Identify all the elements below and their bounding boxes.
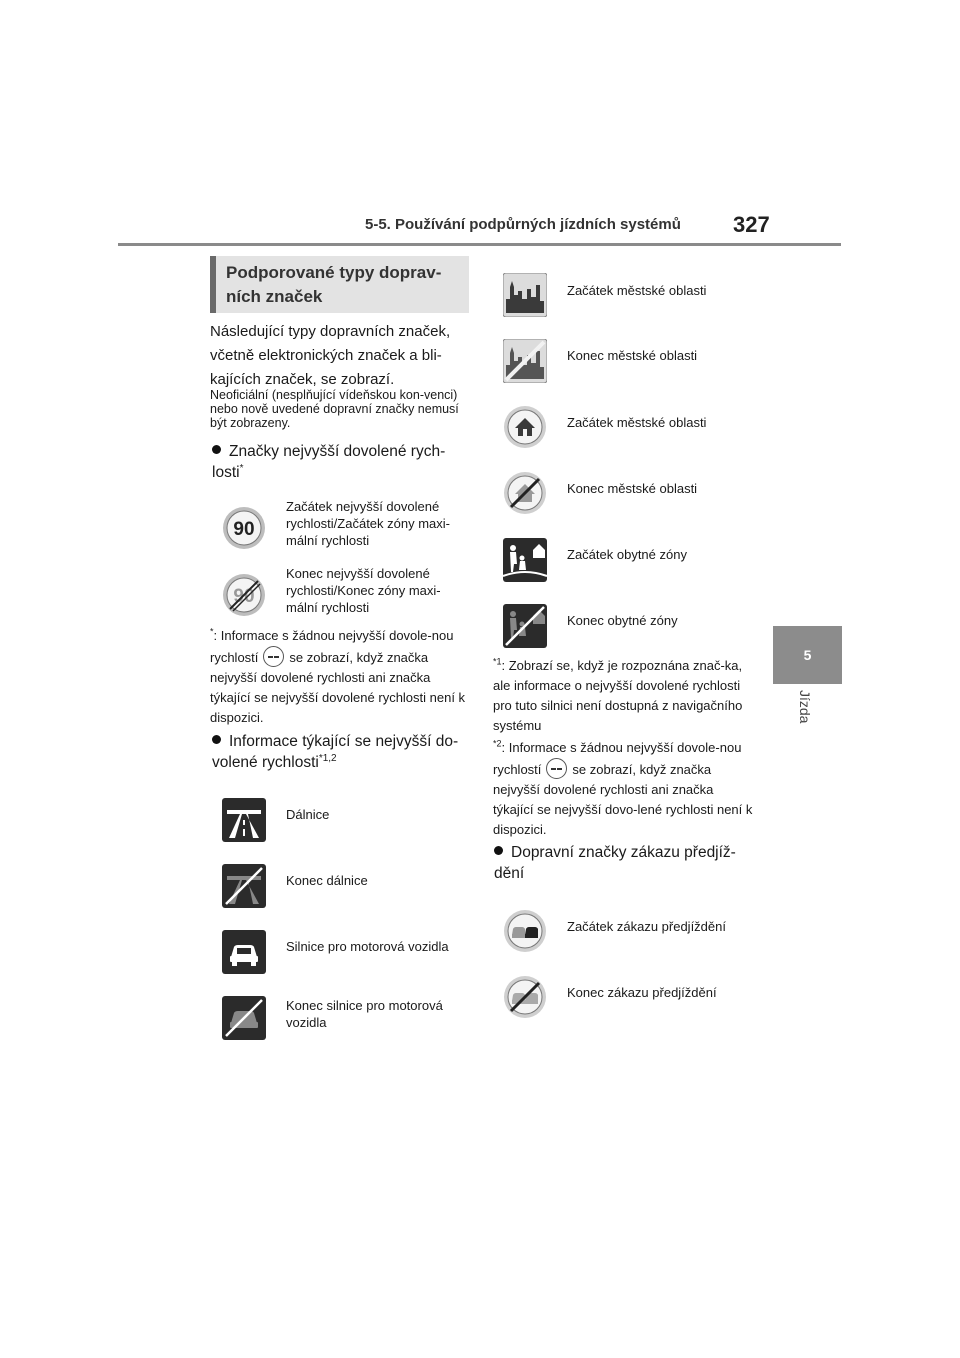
residential-zone-start-icon — [503, 538, 547, 582]
sign-caption: Začátek nejvyšší dovolené rychlosti/Začátek zóny maxi-mální rychlosti — [286, 499, 450, 548]
chapter-tab — [773, 626, 842, 684]
end-motorway-icon — [222, 864, 266, 908]
sign-caption: Konec obytné zóny — [567, 613, 678, 628]
end-speed-limit-90-icon — [222, 573, 266, 617]
motorway-icon — [222, 798, 266, 842]
sign-caption: Konec dálnice — [286, 873, 368, 888]
footnote-mark: * — [210, 626, 214, 637]
bullet-no-overtaking — [494, 842, 756, 884]
urban-area-start-icon — [503, 405, 547, 449]
page-number: 327 — [733, 212, 770, 237]
bullet-speed-info — [212, 731, 474, 773]
footnote-speed-limit — [210, 626, 472, 728]
footnote-text-end: se zobrazí, když značka nejvyšší dovolené rychlosti ani značka týkající se nejvyšší dovo-lené rychlosti není k dispozici. — [493, 762, 753, 837]
no-overtaking-start-icon — [503, 909, 547, 953]
bullet-text: Dopravní značky zákazu předjíž-dění — [494, 844, 736, 882]
no-overtaking-end-icon — [503, 975, 547, 1019]
no-limit-icon — [546, 758, 567, 779]
sign-caption: Začátek obytné zóny — [567, 547, 687, 562]
section-heading: Podporované typy doprav-ních značek — [226, 263, 442, 306]
footnote-text: : Zobrazí se, když je rozpoznána znač-ka, ale informace o nejvyšší dovolené rychlosti pro tuto silnici není dostupná z navigačního systému — [493, 658, 743, 733]
city-start-icon — [503, 273, 547, 317]
bullet-dot — [212, 445, 221, 454]
footnote-mark: *2 — [493, 738, 502, 749]
running-header: 5-5. Používání podpůrných jízdních systémů — [365, 216, 681, 233]
footnote-text-end: se zobrazí, když značka nejvyšší dovolené rychlosti ani značka týkající se nejvyšší dovolené rychlosti není k dispozici. — [210, 650, 466, 725]
bullet-text: Značky nejvyšší dovolené rych-losti — [212, 443, 446, 481]
sign-caption: Konec zákazu předjíždění — [567, 985, 717, 1000]
sign-caption: Začátek městské oblasti — [567, 283, 707, 298]
section-heading-bar — [210, 256, 216, 313]
intro-paragraph: Následující typy dopravních značek, včetně elektronických značek a bli-kajících značek, se zobrazí. — [210, 323, 451, 388]
footnote-text-start: : Informace s žádnou nejvyšší dovole-nou rychlostí — [210, 628, 454, 665]
note-paragraph: Neoficiální (nesplňující vídeňskou kon-venci) nebo nově uvedené dopravní značky nemusí být zobrazeny. — [210, 388, 459, 430]
footnote-1 — [493, 656, 755, 736]
end-expressway-icon — [222, 996, 266, 1040]
chapter-label: Jízda — [797, 690, 813, 724]
city-end-icon — [503, 339, 547, 383]
footnote-text-start: : Informace s žádnou nejvyšší dovole-nou rychlostí — [493, 740, 742, 777]
sign-caption: Začátek zákazu předjíždění — [567, 919, 726, 934]
urban-area-end-icon — [503, 471, 547, 515]
sign-caption: Dálnice — [286, 807, 330, 822]
header-rule — [118, 243, 841, 246]
sign-caption: Začátek městské oblasti — [567, 415, 707, 430]
bullet-text: Informace týkající se nejvyšší do-volené rychlosti — [212, 733, 459, 771]
bullet-mark: * — [239, 462, 244, 474]
footnote-2 — [493, 738, 755, 840]
speed-limit-90-icon — [222, 506, 266, 550]
chapter-number: 5 — [803, 647, 812, 663]
sign-caption: Konec městské oblasti — [567, 481, 698, 496]
expressway-icon — [222, 930, 266, 974]
sign-caption: Konec městské oblasti — [567, 348, 698, 363]
residential-zone-end-icon — [503, 604, 547, 648]
sign-caption: Konec silnice pro motorová vozidla — [286, 998, 443, 1030]
bullet-dot — [212, 735, 221, 744]
section-heading-box — [210, 256, 469, 313]
no-limit-icon — [263, 646, 284, 667]
bullet-dot — [494, 846, 503, 855]
speed-value: 90 — [233, 586, 255, 607]
bullet-speed-limit — [212, 441, 472, 483]
bullet-mark: *1,2 — [318, 752, 337, 764]
sign-caption: Konec nejvyšší dovolené rychlosti/Konec zóny maxi-mální rychlosti — [286, 566, 441, 615]
sign-caption: Silnice pro motorová vozidla — [286, 939, 449, 954]
footnote-mark: *1 — [493, 656, 502, 667]
speed-value: 90 — [233, 519, 255, 540]
